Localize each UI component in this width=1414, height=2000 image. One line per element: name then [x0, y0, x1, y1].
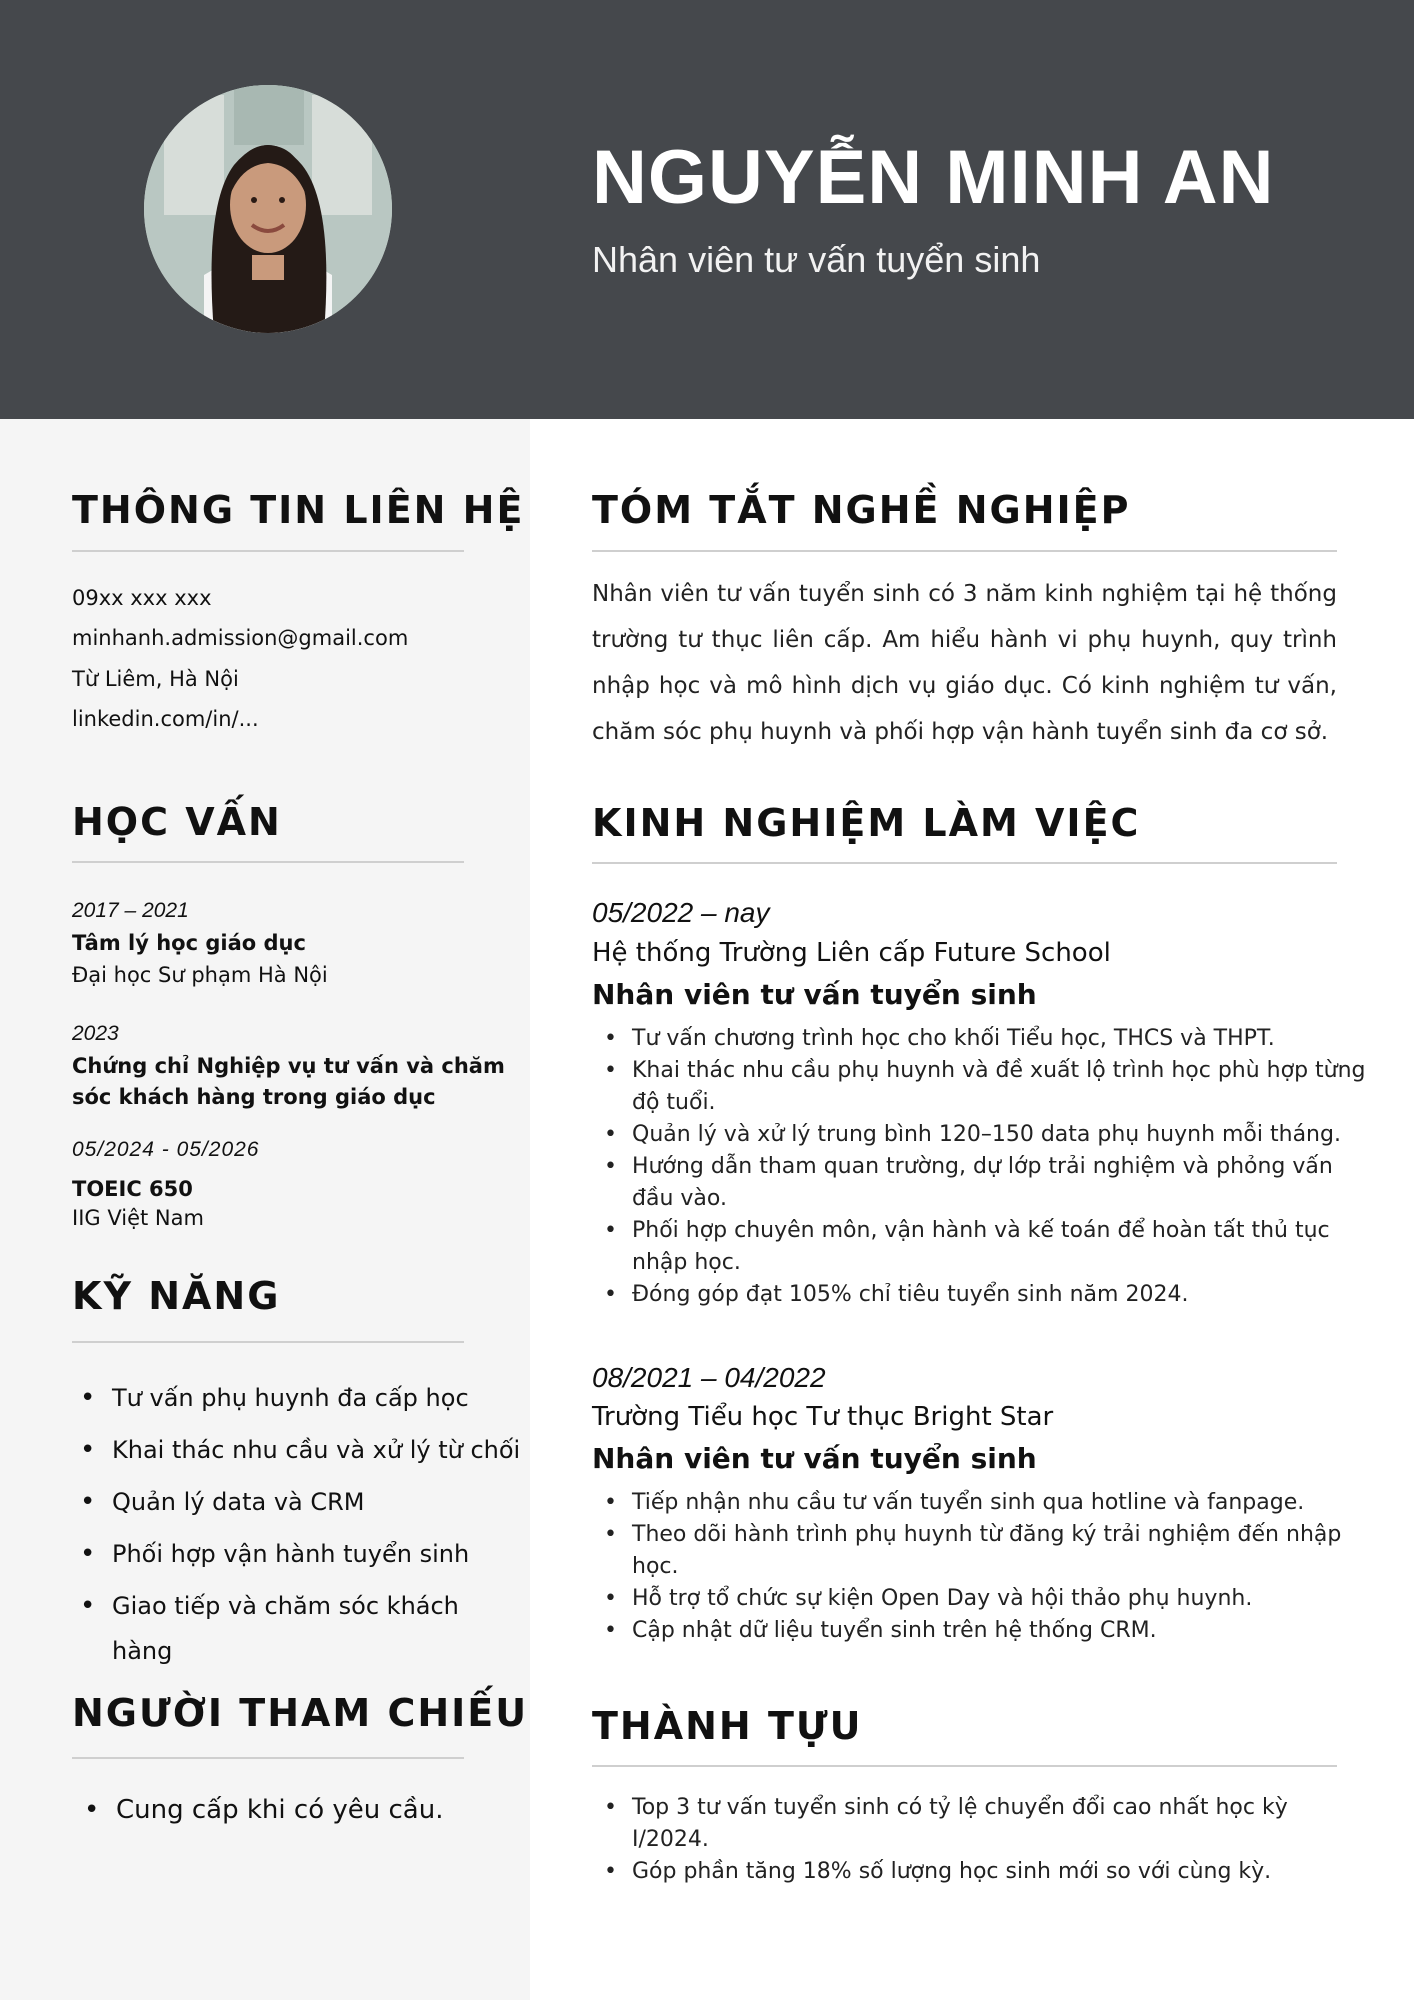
skills-item-continuation: hàng [112, 1637, 173, 1665]
achievements-title: THÀNH TỰU [592, 1704, 863, 1748]
contact-phone: 09xx xxx xxx [72, 586, 212, 610]
job-position: Nhân viên tư vấn tuyển sinh [592, 1442, 1037, 1475]
references-divider [72, 1757, 464, 1759]
list-item: • Phối hợp vận hành tuyển sinh [72, 1528, 532, 1580]
references-title: NGƯỜI THAM CHIẾU [72, 1691, 529, 1735]
achievements-divider [592, 1765, 1337, 1767]
experience-divider [592, 862, 1337, 864]
list-item: • Khai thác nhu cầu phụ huynh và đề xuất lộ trình học phù hợp từng độ tuổi. [592, 1055, 1372, 1119]
list-item: • Góp phần tăng 18% số lượng học sinh mới so với cùng kỳ. [592, 1856, 1352, 1888]
summary-divider [592, 550, 1337, 552]
list-item: • Đóng góp đạt 105% chỉ tiêu tuyển sinh năm 2024. [592, 1279, 1372, 1311]
education-certificate: Chứng chỉ Nghiệp vụ tư vấn và chăm [72, 1054, 505, 1078]
list-item: • Hướng dẫn tham quan trường, dự lớp trải nghiệm và phỏng vấn đầu vào. [592, 1151, 1372, 1215]
summary-text: Nhân viên tư vấn tuyển sinh có 3 năm kinh nghiệm tại hệ thống trường tư thục liên cấp. Am hiểu hành vi phụ huynh, quy trình nhập học và mô hình dịch vụ giáo dục. Có kinh nghiệm tư vấn, chăm sóc phụ huynh và phối hợp vận hành tuyển sinh đa cơ sở. [592, 581, 1337, 745]
candidate-role: Nhân viên tư vấn tuyển sinh [592, 239, 1041, 280]
contact-divider [72, 550, 464, 552]
list-item: • Hỗ trợ tổ chức sự kiện Open Day và hội thảo phụ huynh. [592, 1583, 1372, 1615]
contact-title: THÔNG TIN LIÊN HỆ [72, 488, 525, 532]
job-date: 08/2021 – 04/2022 [592, 1362, 826, 1393]
candidate-name: NGUYỄN MINH AN [592, 135, 1275, 220]
skills-divider [72, 1341, 464, 1343]
job-company: Trường Tiểu học Tư thục Bright Star [592, 1402, 1054, 1432]
education-divider [72, 861, 464, 863]
list-item: • Phối hợp chuyên môn, vận hành và kế toán để hoàn tất thủ tục nhập học. [592, 1215, 1372, 1279]
education-issuer: IIG Việt Nam [72, 1206, 204, 1230]
job-date: 05/2022 – nay [592, 897, 770, 928]
job-responsibilities [592, 1487, 1372, 1647]
list-item: • Theo dõi hành trình phụ huynh từ đăng ký trải nghiệm đến nhập học. [592, 1519, 1372, 1583]
list-item: • Khai thác nhu cầu và xử lý từ chối [72, 1424, 532, 1476]
list-item: • Quản lý và xử lý trung bình 120–150 data phụ huynh mỗi tháng. [592, 1119, 1372, 1151]
education-date: 05/2024 - 05/2026 [72, 1138, 260, 1161]
education-degree: Tâm lý học giáo dục [72, 931, 306, 955]
list-item: • Cập nhật dữ liệu tuyển sinh trên hệ thống CRM. [592, 1615, 1372, 1647]
profile-photo [144, 85, 392, 333]
list-item: • Quản lý data và CRM [72, 1476, 532, 1528]
education-date: 2023 [72, 1022, 119, 1045]
education-certificate: sóc khách hàng trong giáo dục [72, 1085, 436, 1109]
skills-list [72, 1372, 532, 1632]
skills-title: KỸ NĂNG [72, 1274, 281, 1318]
job-company: Hệ thống Trường Liên cấp Future School [592, 938, 1111, 968]
contact-address: Từ Liêm, Hà Nội [72, 667, 239, 691]
job-responsibilities [592, 1023, 1372, 1311]
education-school: Đại học Sư phạm Hà Nội [72, 963, 328, 987]
achievements-list [592, 1792, 1352, 1888]
education-date: 2017 – 2021 [72, 899, 189, 922]
education-title: HỌC VẤN [72, 800, 282, 844]
list-item: • Tư vấn phụ huynh đa cấp học [72, 1372, 532, 1424]
contact-linkedin: linkedin.com/in/... [72, 707, 259, 731]
education-certificate: TOEIC 650 [72, 1177, 193, 1201]
contact-email: minhanh.admission@gmail.com [72, 626, 409, 650]
header [0, 0, 1414, 419]
list-item: • Cung cấp khi có yêu cầu. [76, 1792, 526, 1828]
list-item: • Tiếp nhận nhu cầu tư vấn tuyển sinh qua hotline và fanpage. [592, 1487, 1372, 1519]
job-position: Nhân viên tư vấn tuyển sinh [592, 978, 1037, 1011]
list-item: • Giao tiếp và chăm sóc khách [72, 1580, 532, 1632]
references-list [76, 1792, 526, 1828]
summary-title: TÓM TẮT NGHỀ NGHIỆP [592, 488, 1131, 532]
experience-title: KINH NGHIỆM LÀM VIỆC [592, 801, 1141, 845]
list-item: • Tư vấn chương trình học cho khối Tiểu học, THCS và THPT. [592, 1023, 1372, 1055]
list-item: • Top 3 tư vấn tuyển sinh có tỷ lệ chuyển đổi cao nhất học kỳ I/2024. [592, 1792, 1352, 1856]
